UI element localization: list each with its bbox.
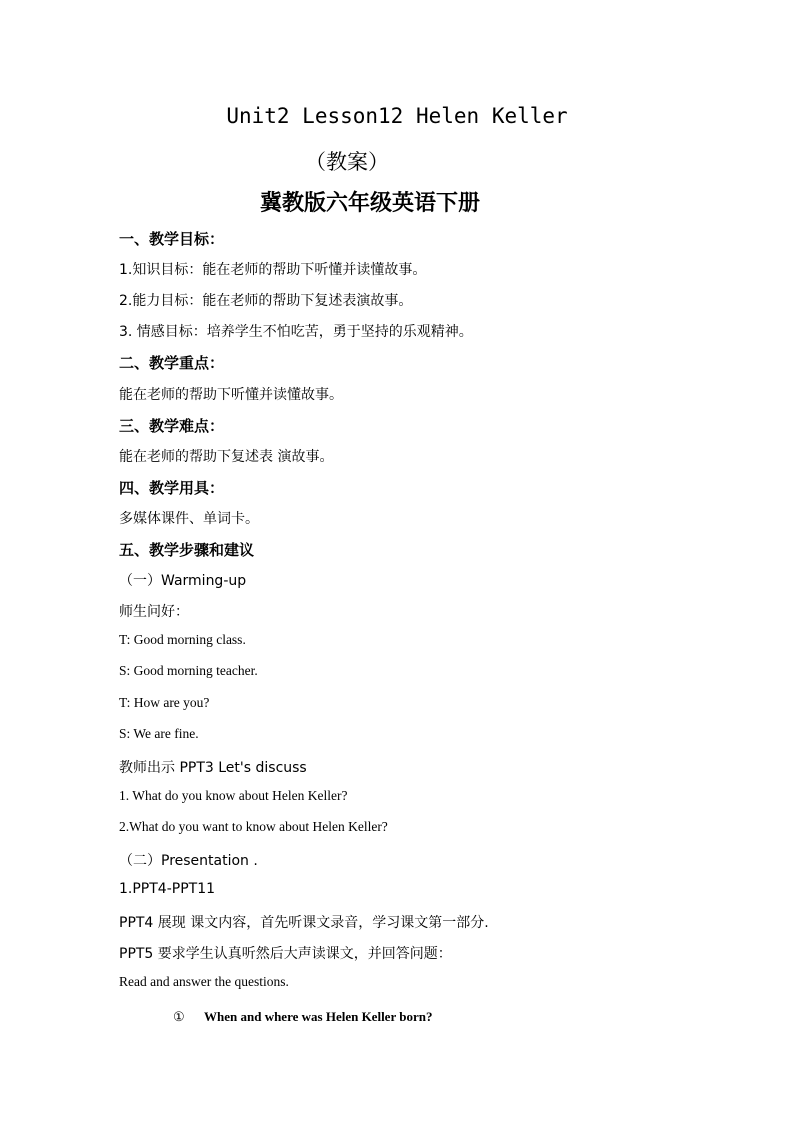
text-line: 师生问好：	[119, 604, 189, 621]
text-line: 1.知识目标：能在老师的帮助下听懂并读懂故事。	[119, 262, 427, 279]
document-subtitle: （教案）	[305, 150, 389, 174]
text-line: （二）Presentation .	[119, 853, 258, 869]
section-heading: 四、教学用具：	[119, 478, 225, 497]
document-series-title: 冀教版六年级英语下册	[259, 191, 480, 216]
text-line: 1.PPT4-PPT11	[119, 881, 216, 898]
text-line: 能在老师的帮助下复述表 演故事。	[119, 448, 334, 465]
text-line: 1. What do you know about Helen Keller?	[119, 787, 348, 803]
text-line: PPT5 要求学生认真听然后大声读课文，并回答问题：	[119, 946, 452, 963]
text-line: PPT4 展现 课文内容，首先听课文录音，学习课文第一部分.	[119, 915, 489, 932]
text-line: S: We are fine.	[119, 725, 199, 741]
text-line: 教师出示 PPT3 Let's discuss	[119, 759, 307, 776]
text-line: （一）Warming-up	[119, 573, 247, 590]
section-heading: 一、教学目标：	[119, 230, 225, 248]
text-line: 3. 情感目标：培养学生不怕吃苦，勇于坚持的乐观精神。	[119, 324, 473, 341]
question-number: ①	[173, 1009, 185, 1024]
text-line: 能在老师的帮助下听懂并读懂故事。	[119, 386, 343, 403]
section-heading: 三、教学难点：	[119, 416, 225, 435]
section-heading: 五、教学步骤和建议	[119, 541, 255, 559]
text-line: 2.What do you want to know about Helen Keller?	[119, 818, 388, 834]
text-line: T: How are you?	[119, 694, 210, 710]
document-title: Unit2 Lesson12 Helen Keller	[226, 104, 568, 128]
question-item	[173, 1009, 432, 1025]
section-heading: 二、教学重点：	[119, 354, 225, 373]
text-line: S: Good morning teacher.	[119, 663, 258, 679]
question-text: When and where was Helen Keller born?	[204, 1009, 433, 1024]
text-line: 多媒体课件、单词卡。	[119, 510, 259, 527]
text-line: Read and answer the questions.	[119, 974, 289, 990]
text-line: T: Good morning class.	[119, 632, 246, 648]
text-line: 2.能力目标：能在老师的帮助下复述表演故事。	[119, 293, 413, 310]
